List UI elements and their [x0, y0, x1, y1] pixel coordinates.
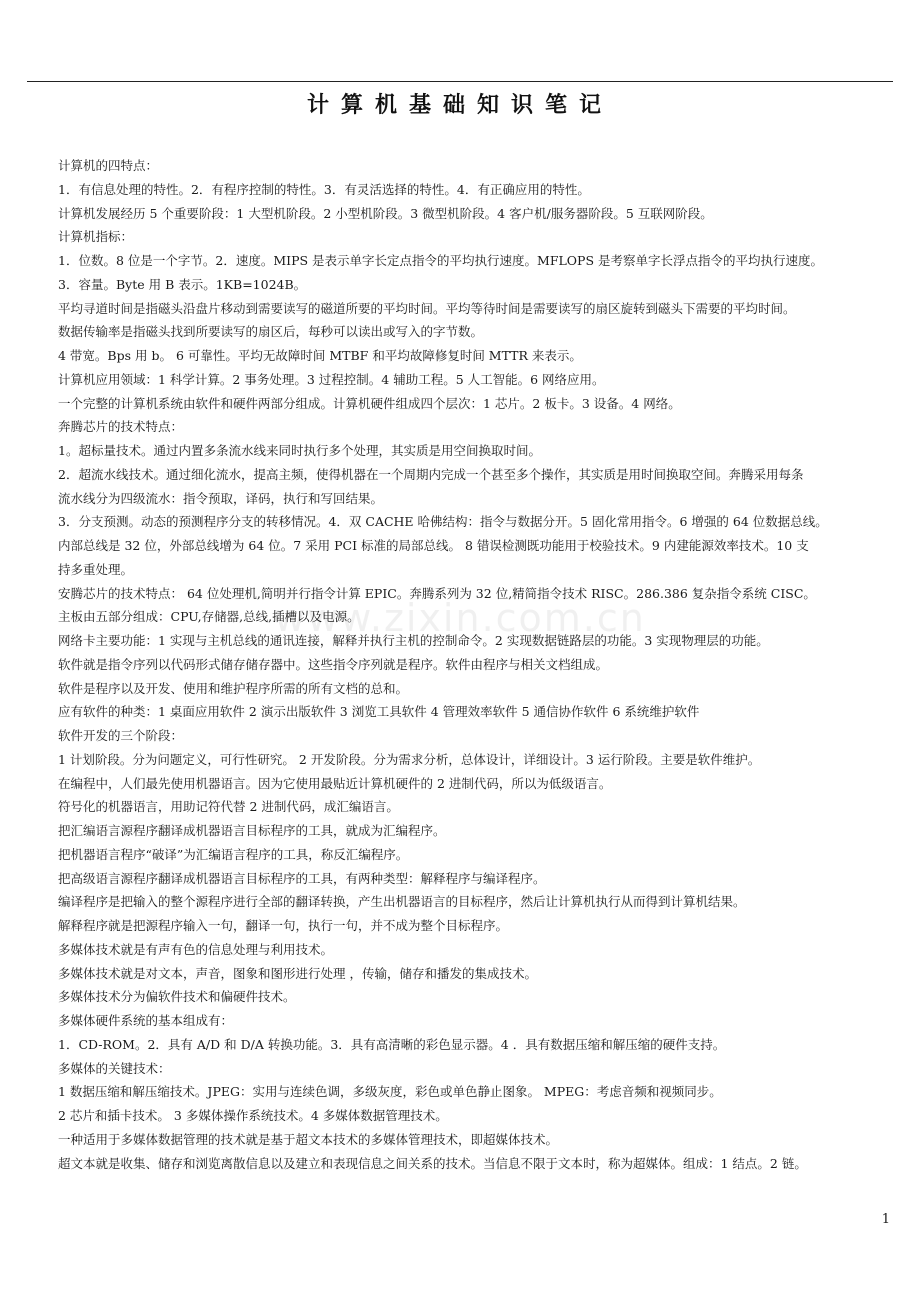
header-rule — [27, 81, 893, 82]
text-line: 计算机发展经历 5 个重要阶段：1 大型机阶段。2 小型机阶段。3 微型机阶段。4 客户机/服务器阶段。5 互联网阶段。 — [58, 205, 713, 221]
text-line: 多媒体硬件系统的基本组成有： — [58, 1013, 234, 1028]
document-body — [58, 154, 890, 1175]
text-line: 安腾芯片的技术特点： 64 位处理机,简明并行指令计算 EPIC。奔腾系列为 32 位,精简指令技术 RISC。286.386 复杂指令系统 CISC。 — [58, 585, 816, 601]
text-line: 1 计划阶段。分为问题定义，可行性研究。 2 开发阶段。分为需求分析，总体设计，详细设计。3 运行阶段。主要是软件维护。 — [58, 751, 761, 767]
text-line: 1。超标量技术。通过内置多条流水线来同时执行多个处理，其实质是用空间换取时间。 — [58, 443, 541, 458]
text-line: 应有软件的种类：1 桌面应用软件 2 演示出版软件 3 浏览工具软件 4 管理效率软件 5 通信协作软件 6 系统维护软件 — [58, 704, 700, 720]
text-line: 平均寻道时间是指磁头沿盘片移动到需要读写的磁道所要的平均时间。平均等待时间是需要读写的扇区旋转到磁头下需要的平均时间。 — [58, 300, 796, 316]
text-line: 持多重处理。 — [58, 561, 134, 577]
text-line: 3．容量。Byte 用 B 表示。1KB=1024B。 — [58, 276, 307, 292]
text-line: 1．CD-ROM。2．具有 A/D 和 D/A 转换功能。3．具有高清晰的彩色显示器。4 ．具有数据压缩和解压缩的硬件支持。 — [58, 1036, 726, 1052]
text-line: 一种适用于多媒体数据管理的技术就是基于超文本技术的多媒体管理技术，即超媒体技术。 — [58, 1131, 559, 1147]
text-line: 3．分支预测。动态的预测程序分支的转移情况。4．双 CACHE 哈佛结构：指令与数据分开。5 固化常用指令。6 增强的 64 位数据总线。 — [58, 514, 828, 530]
text-line: 在编程中，人们最先使用机器语言。因为它使用最贴近计算机硬件的 2 进制代码，所以为低级语言。 — [58, 775, 612, 791]
text-line: 把汇编语言源程序翻译成机器语言目标程序的工具，就成为汇编程序。 — [58, 823, 446, 838]
text-line: 内部总线是 32 位，外部总线增为 64 位。7 采用 PCI 标准的局部总线。 8 错误检测既功能用于校验技术。9 内建能源效率技术。10 支 — [58, 538, 809, 553]
text-line: 1 数据压缩和解压缩技术。JPEG：实用与连续色调，多级灰度，彩色或单色静止图象。 MPEG：考虑音频和视频同步。 — [58, 1084, 722, 1100]
text-line: 多媒体的关键技术： — [58, 1060, 171, 1076]
text-line: 计算机应用领域：1 科学计算。2 事务处理。3 过程控制。4 辅助工程。5 人工智能。6 网络应用。 — [58, 371, 605, 387]
page-number: 1 — [881, 1212, 890, 1227]
text-line: 软件是程序以及开发、使用和维护程序所需的所有文档的总和。 — [58, 680, 409, 696]
text-line: 编译程序是把输入的整个源程序进行全部的翻译转换，产生出机器语言的目标程序，然后让计算机执行从而得到计算机结果。 — [58, 894, 746, 910]
text-line: 主板由五部分组成：CPU,存储器,总线,插槽以及电源。 — [58, 609, 360, 625]
text-line: 数据传输率是指磁头找到所要读写的扇区后，每秒可以读出或写入的字节数。 — [58, 324, 484, 340]
text-line: 4 带宽。Bps 用 b。 6 可靠性。平均无故障时间 MTBF 和平均故障修复时间 MTTR 来表示。 — [58, 348, 582, 363]
page-title: 计算机基础知识笔记 — [306, 93, 613, 118]
text-line: 流水线分为四级流水：指令预取，译码，执行和写回结果。 — [58, 490, 384, 506]
text-line: 把机器语言程序“破译”为汇编语言程序的工具，称反汇编程序。 — [58, 846, 409, 862]
watermark: www.zixin.com.cn — [274, 596, 646, 640]
text-line: 一个完整的计算机系统由软件和硬件两部分组成。计算机硬件组成四个层次：1 芯片。2 板卡。3 设备。4 网络。 — [58, 395, 681, 411]
text-line: 多媒体技术分为偏软件技术和偏硬件技术。 — [58, 989, 296, 1005]
text-line: 计算机指标： — [58, 229, 134, 245]
text-line: 符号化的机器语言，用助记符代替 2 进制代码，成汇编语言。 — [58, 799, 399, 815]
text-line: 1．位数。8 位是一个字节。2．速度。MIPS 是表示单字长定点指令的平均执行速度。MFLOPS 是考察单字长浮点指令的平均执行速度。 — [58, 253, 823, 268]
text-line: 2 芯片和插卡技术。 3 多媒体操作系统技术。4 多媒体数据管理技术。 — [58, 1108, 448, 1123]
text-line: 软件开发的三个阶段： — [58, 728, 184, 743]
text-line: 计算机的四特点： — [58, 158, 159, 173]
text-line: 2．超流水线技术。通过细化流水，提高主频，使得机器在一个周期内完成一个甚至多个操作，其实质是用时间换取空间。奔腾采用每条 — [58, 466, 804, 482]
text-line: 奔腾芯片的技术特点： — [58, 419, 184, 435]
text-line: 超文本就是收集、储存和浏览离散信息以及建立和表现信息之间关系的技术。当信息不限于文本时，称为超媒体。组成：1 结点。2 链。 — [58, 1155, 807, 1171]
text-line: 1．有信息处理的特性。2．有程序控制的特性。3．有灵活选择的特性。4．有正确应用的特性。 — [58, 181, 590, 197]
text-line: 把高级语言源程序翻译成机器语言目标程序的工具，有两种类型：解释程序与编译程序。 — [58, 870, 546, 886]
text-line: 网络卡主要功能：1 实现与主机总线的通讯连接，解释并执行主机的控制命令。2 实现数据链路层的功能。3 实现物理层的功能。 — [58, 633, 769, 648]
text-line: 解释程序就是把源程序输入一句，翻译一句，执行一句，并不成为整个目标程序。 — [58, 918, 509, 933]
text-line: 软件就是指令序列以代码形式储存储存器中。这些指令序列就是程序。软件由程序与相关文档组成。 — [58, 656, 609, 672]
text-line: 多媒体技术就是对文本，声音，图象和图形进行处理 ，传输，储存和播发的集成技术。 — [58, 965, 537, 981]
text-line: 多媒体技术就是有声有色的信息处理与利用技术。 — [58, 941, 334, 957]
